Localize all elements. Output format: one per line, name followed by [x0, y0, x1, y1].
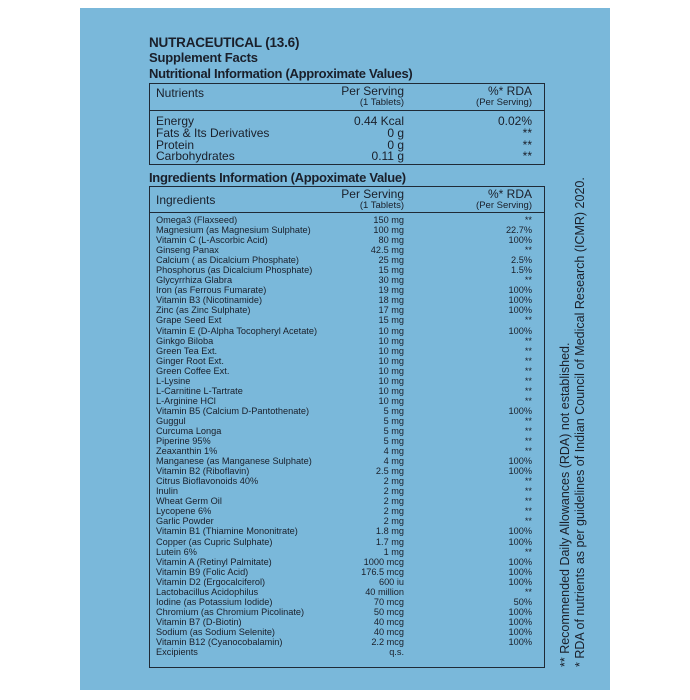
row-amount: 150 mg — [373, 215, 404, 225]
row-name: Sodium (as Sodium Selenite) — [156, 626, 275, 637]
column-header-ingredients: Ingredients — [156, 193, 216, 207]
row-name: Chromium (as Chromium Picolinate) — [156, 606, 305, 617]
row-name: Vitamin E (D-Alpha Tocopheryl Acetate) — [156, 325, 318, 336]
row-rda: ** — [524, 586, 532, 597]
row-amount: 10 mg — [378, 355, 404, 366]
row-rda: ** — [524, 395, 532, 406]
row-name: Excipients — [156, 647, 198, 658]
row-rda: 100% — [508, 526, 532, 537]
table-row — [150, 446, 544, 456]
row-name: Iodine (as Potassium Iodide) — [156, 596, 273, 607]
row-name: Inulin — [156, 486, 178, 497]
table-row — [150, 526, 544, 536]
ingredients-table — [149, 186, 545, 668]
row-name: Vitamin B5 (Calcium D-Pantothenate) — [156, 405, 310, 416]
table-row — [150, 396, 544, 406]
row-name: Garlic Powder — [156, 516, 214, 527]
table-row — [150, 305, 544, 315]
row-name: Vitamin B3 (Nicotinamide) — [156, 295, 263, 306]
row-rda: 100% — [508, 636, 532, 647]
row-name: Glycyrrhiza Glabra — [156, 275, 233, 286]
table-row — [150, 326, 544, 336]
row-rda: ** — [524, 365, 532, 376]
row-name: Iron (as Ferrous Fumarate) — [156, 285, 267, 296]
row-amount: 4 mg — [383, 456, 404, 467]
row-amount: 40 million — [365, 586, 404, 597]
table-row — [150, 376, 544, 386]
row-amount: 10 mg — [378, 335, 404, 346]
row-rda: 100% — [508, 285, 532, 296]
row-amount: 2 mg — [383, 516, 404, 527]
table-row — [150, 416, 544, 426]
row-rda: ** — [524, 215, 532, 225]
table-row — [150, 426, 544, 436]
row-rda: ** — [524, 335, 532, 346]
table-row — [150, 607, 544, 617]
row-amount: 100 mg — [373, 225, 404, 236]
row-amount: q.s. — [389, 647, 404, 658]
row-name: L-Carnitine L-Tartrate — [156, 385, 243, 396]
row-rda: ** — [524, 496, 532, 507]
row-amount: 19 mg — [378, 285, 404, 296]
row-rda: ** — [524, 546, 532, 557]
row-rda: 100% — [508, 295, 532, 306]
row-name: Phosphorus (as Dicalcium Phosphate) — [156, 265, 313, 276]
ingredients-table-header — [150, 187, 544, 213]
row-amount: 18 mg — [378, 295, 404, 306]
table-row — [150, 537, 544, 547]
row-rda: 100% — [508, 536, 532, 547]
row-name: Green Coffee Ext. — [156, 365, 230, 376]
row-rda: ** — [524, 355, 532, 366]
table-row — [150, 151, 544, 163]
row-amount: 2 mg — [383, 506, 404, 517]
row-name: Vitamin B12 (Cyanocobalamin) — [156, 636, 283, 647]
row-name: Ginger Root Ext. — [156, 355, 224, 366]
row-rda: ** — [524, 385, 532, 396]
table-row — [150, 235, 544, 245]
row-name: L-Arginine HCl — [156, 395, 216, 406]
footnote-icmr-guidelines: * RDA of nutrients as per guidelines of Indian Council of Medical Research (ICMR) 2020. — [573, 177, 587, 667]
row-amount: 0.11 g — [371, 149, 404, 164]
row-amount: 5 mg — [383, 436, 404, 447]
row-rda: ** — [524, 375, 532, 386]
row-rda: ** — [524, 446, 532, 457]
table-row — [150, 356, 544, 366]
row-rda: 100% — [508, 456, 532, 467]
row-rda: ** — [524, 315, 532, 326]
row-name: Ginkgo Biloba — [156, 335, 214, 346]
row-rda: 100% — [508, 466, 532, 477]
table-row — [150, 456, 544, 466]
per-serving-sublabel: (1 Tablets) — [359, 200, 404, 211]
per-serving-label: Per Serving — [341, 84, 404, 98]
table-row — [150, 265, 544, 275]
table-row — [150, 567, 544, 577]
row-amount: 5 mg — [383, 425, 404, 436]
row-rda: 100% — [508, 405, 532, 416]
row-rda: 100% — [508, 325, 532, 336]
table-row — [150, 617, 544, 627]
row-amount: 30 mg — [378, 275, 404, 286]
row-amount: 10 mg — [378, 365, 404, 376]
ingredients-info-heading: Ingredients Information (Appoximate Value) — [149, 170, 406, 185]
row-amount: 5 mg — [383, 405, 404, 416]
row-rda: 100% — [508, 235, 532, 246]
rda-label: %* RDA — [487, 84, 532, 98]
row-name: Vitamin B9 (Folic Acid) — [156, 566, 249, 577]
row-name: Green Tea Ext. — [156, 345, 218, 356]
row-name: Vitamin B1 (Thiamine Mononitrate) — [156, 526, 298, 537]
row-name: Manganese (as Manganese Sulphate) — [156, 456, 312, 467]
row-amount: 176.5 mcg — [361, 566, 404, 577]
row-name: Fats & Its Derivatives — [156, 125, 270, 140]
row-rda: ** — [524, 275, 532, 286]
table-row — [150, 295, 544, 305]
row-rda: ** — [524, 476, 532, 487]
table-row — [150, 496, 544, 506]
row-rda: ** — [524, 345, 532, 356]
column-header-per-serving — [341, 85, 404, 108]
row-amount: 4 mg — [383, 446, 404, 457]
row-amount: 1.8 mg — [375, 526, 404, 537]
supplement-facts-heading: Supplement Facts — [149, 50, 258, 65]
table-row — [150, 285, 544, 295]
row-amount: 15 mg — [378, 265, 404, 276]
row-amount: 70 mcg — [373, 596, 404, 607]
row-name: Vitamin A (Retinyl Palmitate) — [156, 556, 272, 567]
row-rda: 100% — [508, 305, 532, 316]
table-row — [150, 225, 544, 235]
table-row — [150, 637, 544, 647]
row-amount: 2 mg — [383, 476, 404, 487]
row-amount: 2 mg — [383, 496, 404, 507]
row-amount: 80 mg — [378, 235, 404, 246]
row-rda: ** — [524, 425, 532, 436]
row-amount: 40 mcg — [373, 626, 404, 637]
column-header-rda — [476, 188, 532, 211]
row-rda: 100% — [508, 606, 532, 617]
row-amount: 10 mg — [378, 345, 404, 356]
row-name: Curcuma Longa — [156, 425, 222, 436]
row-name: Guggul — [156, 415, 186, 426]
row-rda: 22.7% — [505, 225, 532, 236]
table-row — [150, 647, 544, 657]
table-row — [150, 436, 544, 446]
product-title: NUTRACEUTICAL (13.6) — [149, 35, 300, 50]
row-name: Citrus Bioflavonoids 40% — [156, 476, 259, 487]
table-row — [150, 516, 544, 526]
row-rda: ** — [524, 245, 532, 256]
table-row — [150, 275, 544, 285]
table-row — [150, 547, 544, 557]
row-rda: 100% — [508, 616, 532, 627]
ingredients-table-body — [150, 213, 544, 657]
table-row — [150, 587, 544, 597]
row-name: Vitamin C (L-Ascorbic Acid) — [156, 235, 268, 246]
row-name: Grape Seed Ext — [156, 315, 222, 326]
nutritional-table — [149, 83, 545, 165]
row-name: Carbohydrates — [156, 149, 235, 164]
column-header-per-serving — [341, 188, 404, 211]
row-name: Calcium ( as Dicalcium Phosphate) — [156, 255, 299, 266]
row-name: Vitamin D2 (Ergocalciferol) — [156, 576, 266, 587]
row-rda: 2.5% — [511, 255, 532, 266]
table-row — [150, 346, 544, 356]
row-rda: 100% — [508, 576, 532, 587]
table-row — [150, 506, 544, 516]
row-name: Magnesium (as Magnesium Sulphate) — [156, 225, 311, 236]
row-name: Vitamin B2 (Riboflavin) — [156, 466, 250, 477]
row-rda: 100% — [508, 566, 532, 577]
rda-label: %* RDA — [487, 187, 532, 201]
row-name: Energy — [156, 114, 195, 128]
row-amount: 1 mg — [383, 546, 404, 557]
row-amount: 0 g — [387, 125, 404, 140]
row-amount: 10 mg — [378, 325, 404, 336]
row-name: Lutein 6% — [156, 546, 197, 557]
table-row — [150, 466, 544, 476]
row-rda: ** — [522, 125, 532, 140]
table-row — [150, 577, 544, 587]
row-amount: 50 mcg — [373, 606, 404, 617]
row-amount: 17 mg — [378, 305, 404, 316]
table-row — [150, 627, 544, 637]
per-serving-label: Per Serving — [341, 187, 404, 201]
nutritional-table-header — [150, 84, 544, 111]
nutritional-table-body — [150, 111, 544, 163]
row-amount: 10 mg — [378, 375, 404, 386]
table-row — [150, 255, 544, 265]
row-rda: 100% — [508, 556, 532, 567]
table-row — [150, 125, 544, 140]
row-name: Omega3 (Flaxseed) — [156, 215, 238, 225]
row-name: Ginseng Panax — [156, 245, 219, 256]
rda-sublabel: (Per Serving) — [476, 97, 532, 108]
table-row — [150, 366, 544, 376]
column-header-rda — [476, 85, 532, 108]
table-row — [150, 476, 544, 486]
nutritional-info-heading: Nutritional Information (Approximate Values) — [149, 66, 413, 81]
row-amount: 10 mg — [378, 395, 404, 406]
row-amount: 42.5 mg — [370, 245, 404, 256]
row-name: Wheat Germ Oil — [156, 496, 222, 507]
row-rda: ** — [524, 486, 532, 497]
row-rda: 1.5% — [511, 265, 532, 276]
row-name: L-Lysine — [156, 375, 191, 386]
row-amount: 2.2 mcg — [371, 636, 404, 647]
row-amount: 15 mg — [378, 315, 404, 326]
table-row — [150, 215, 544, 225]
row-rda: ** — [522, 137, 532, 152]
table-row — [150, 406, 544, 416]
row-amount: 40 mcg — [373, 616, 404, 627]
row-name: Lactobacillus Acidophilus — [156, 586, 259, 597]
row-amount: 1000 mcg — [363, 556, 404, 567]
row-amount: 10 mg — [378, 385, 404, 396]
row-rda: 50% — [513, 596, 532, 607]
row-name: Zinc (as Zinc Sulphate) — [156, 305, 251, 316]
table-row — [150, 557, 544, 567]
row-name: Piperine 95% — [156, 436, 211, 447]
table-row — [150, 245, 544, 255]
row-rda: ** — [524, 506, 532, 517]
per-serving-sublabel: (1 Tablets) — [359, 97, 404, 108]
row-amount: 2.5 mg — [375, 466, 404, 477]
table-row — [150, 315, 544, 325]
row-rda: ** — [524, 516, 532, 527]
table-row — [150, 386, 544, 396]
column-header-nutrients: Nutrients — [156, 86, 205, 100]
row-amount: 25 mg — [378, 255, 404, 266]
row-rda: ** — [522, 149, 532, 164]
row-name: Copper (as Cupric Sulphate) — [156, 536, 273, 547]
table-row — [150, 336, 544, 346]
table-row — [150, 486, 544, 496]
table-row — [150, 597, 544, 607]
row-name: Lycopene 6% — [156, 506, 212, 517]
row-rda: ** — [524, 436, 532, 447]
row-rda: ** — [524, 415, 532, 426]
row-name: Zeaxanthin 1% — [156, 446, 218, 457]
row-amount: 0.44 Kcal — [353, 114, 404, 128]
row-name: Protein — [156, 137, 195, 152]
row-rda: 100% — [508, 626, 532, 637]
row-amount: 600 iu — [378, 576, 404, 587]
row-rda: 0.02% — [497, 114, 532, 128]
footnote-rda-not-established: ** Recommended Daily Allowances (RDA) not established. — [558, 342, 572, 667]
row-amount: 5 mg — [383, 415, 404, 426]
row-amount: 1.7 mg — [375, 536, 404, 547]
rda-sublabel: (Per Serving) — [476, 200, 532, 211]
row-amount: 0 g — [387, 137, 404, 152]
row-amount: 2 mg — [383, 486, 404, 497]
row-name: Vitamin B7 (D-Biotin) — [156, 616, 242, 627]
